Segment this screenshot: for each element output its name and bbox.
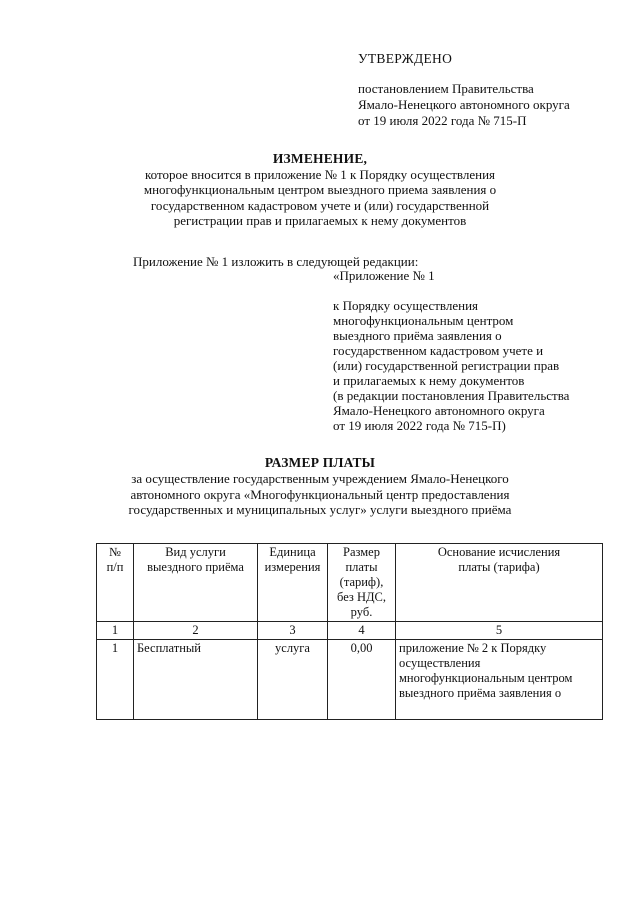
instruction-text: Приложение № 1 изложить в следующей редакции: (133, 254, 419, 269)
fee-line: за осуществление государственным учреждением Ямало-Ненецкого (131, 471, 509, 486)
table-cell: услуга (258, 640, 328, 720)
header-service-type: Вид услуги выездного приёма (134, 544, 258, 622)
approval-title: УТВЕРЖДЕНО (358, 51, 453, 66)
table-cell: Бесплатный (134, 640, 258, 720)
change-heading: ИЗМЕНЕНИЕ, (272, 151, 368, 166)
approval-line: Ямало-Ненецкого автономного округа (358, 97, 570, 112)
fee-block (120, 455, 520, 471)
approval-line: от 19 июля 2022 года № 715-П (358, 113, 527, 128)
fee-description (90, 471, 550, 518)
appendix-line: к Порядку осуществления (333, 298, 479, 313)
approval-line: постановлением Правительства (358, 81, 534, 96)
table-cell: 4 (328, 622, 396, 640)
header-fee-amount: Размер платы (тариф), без НДС, руб. (328, 544, 396, 622)
fee-line: автономного округа «Многофункциональный центр предоставления (130, 486, 510, 502)
header-number: № п/п (97, 544, 134, 622)
table-cell: 0,00 (328, 640, 396, 720)
appendix-line: (в редакции постановления Правительства (333, 388, 570, 403)
table-cell: 3 (258, 622, 328, 640)
fee-heading: РАЗМЕР ПЛАТЫ (264, 455, 376, 470)
header-basis: Основание исчисления платы (тарифа) (396, 544, 603, 622)
table-numbering-row (97, 622, 603, 640)
appendix-line: (или) государственной регистрации прав (333, 358, 560, 373)
appendix-line: государственном кадастровом учете и (333, 343, 544, 358)
table-row (97, 640, 603, 720)
appendix-line: многофункциональным центром (333, 313, 514, 328)
table-header-row (97, 544, 603, 622)
change-block (120, 151, 520, 229)
table-cell: 1 (97, 640, 134, 720)
appendix-title: «Приложение № 1 (333, 268, 435, 283)
table-cell: 1 (97, 622, 134, 640)
appendix-line: Ямало-Ненецкого автономного округа (333, 403, 545, 418)
change-line: государственном кадастровом учете и (или) государственной (150, 197, 490, 213)
table-cell: приложение № 2 к Порядку осуществления многофункциональным центром выездного приёма заявления о (396, 640, 603, 720)
appendix-line: от 19 июля 2022 года № 715-П) (333, 418, 506, 433)
appendix-line: выездного приёма заявления о (333, 328, 502, 343)
appendix-line: и прилагаемых к нему документов (333, 373, 525, 388)
table-cell: 5 (396, 622, 603, 640)
header-unit: Единица измерения (258, 544, 328, 622)
change-line: многофункциональным центром выездного приема заявления о (143, 182, 497, 197)
change-line: которое вносится в приложение № 1 к Порядку осуществления (144, 166, 496, 182)
fee-line: государственных и муниципальных услуг» услуги выездного приёма (128, 502, 512, 517)
change-line: регистрации прав и прилагаемых к нему документов (173, 213, 467, 228)
table-cell: 2 (134, 622, 258, 640)
fee-table (96, 543, 603, 720)
